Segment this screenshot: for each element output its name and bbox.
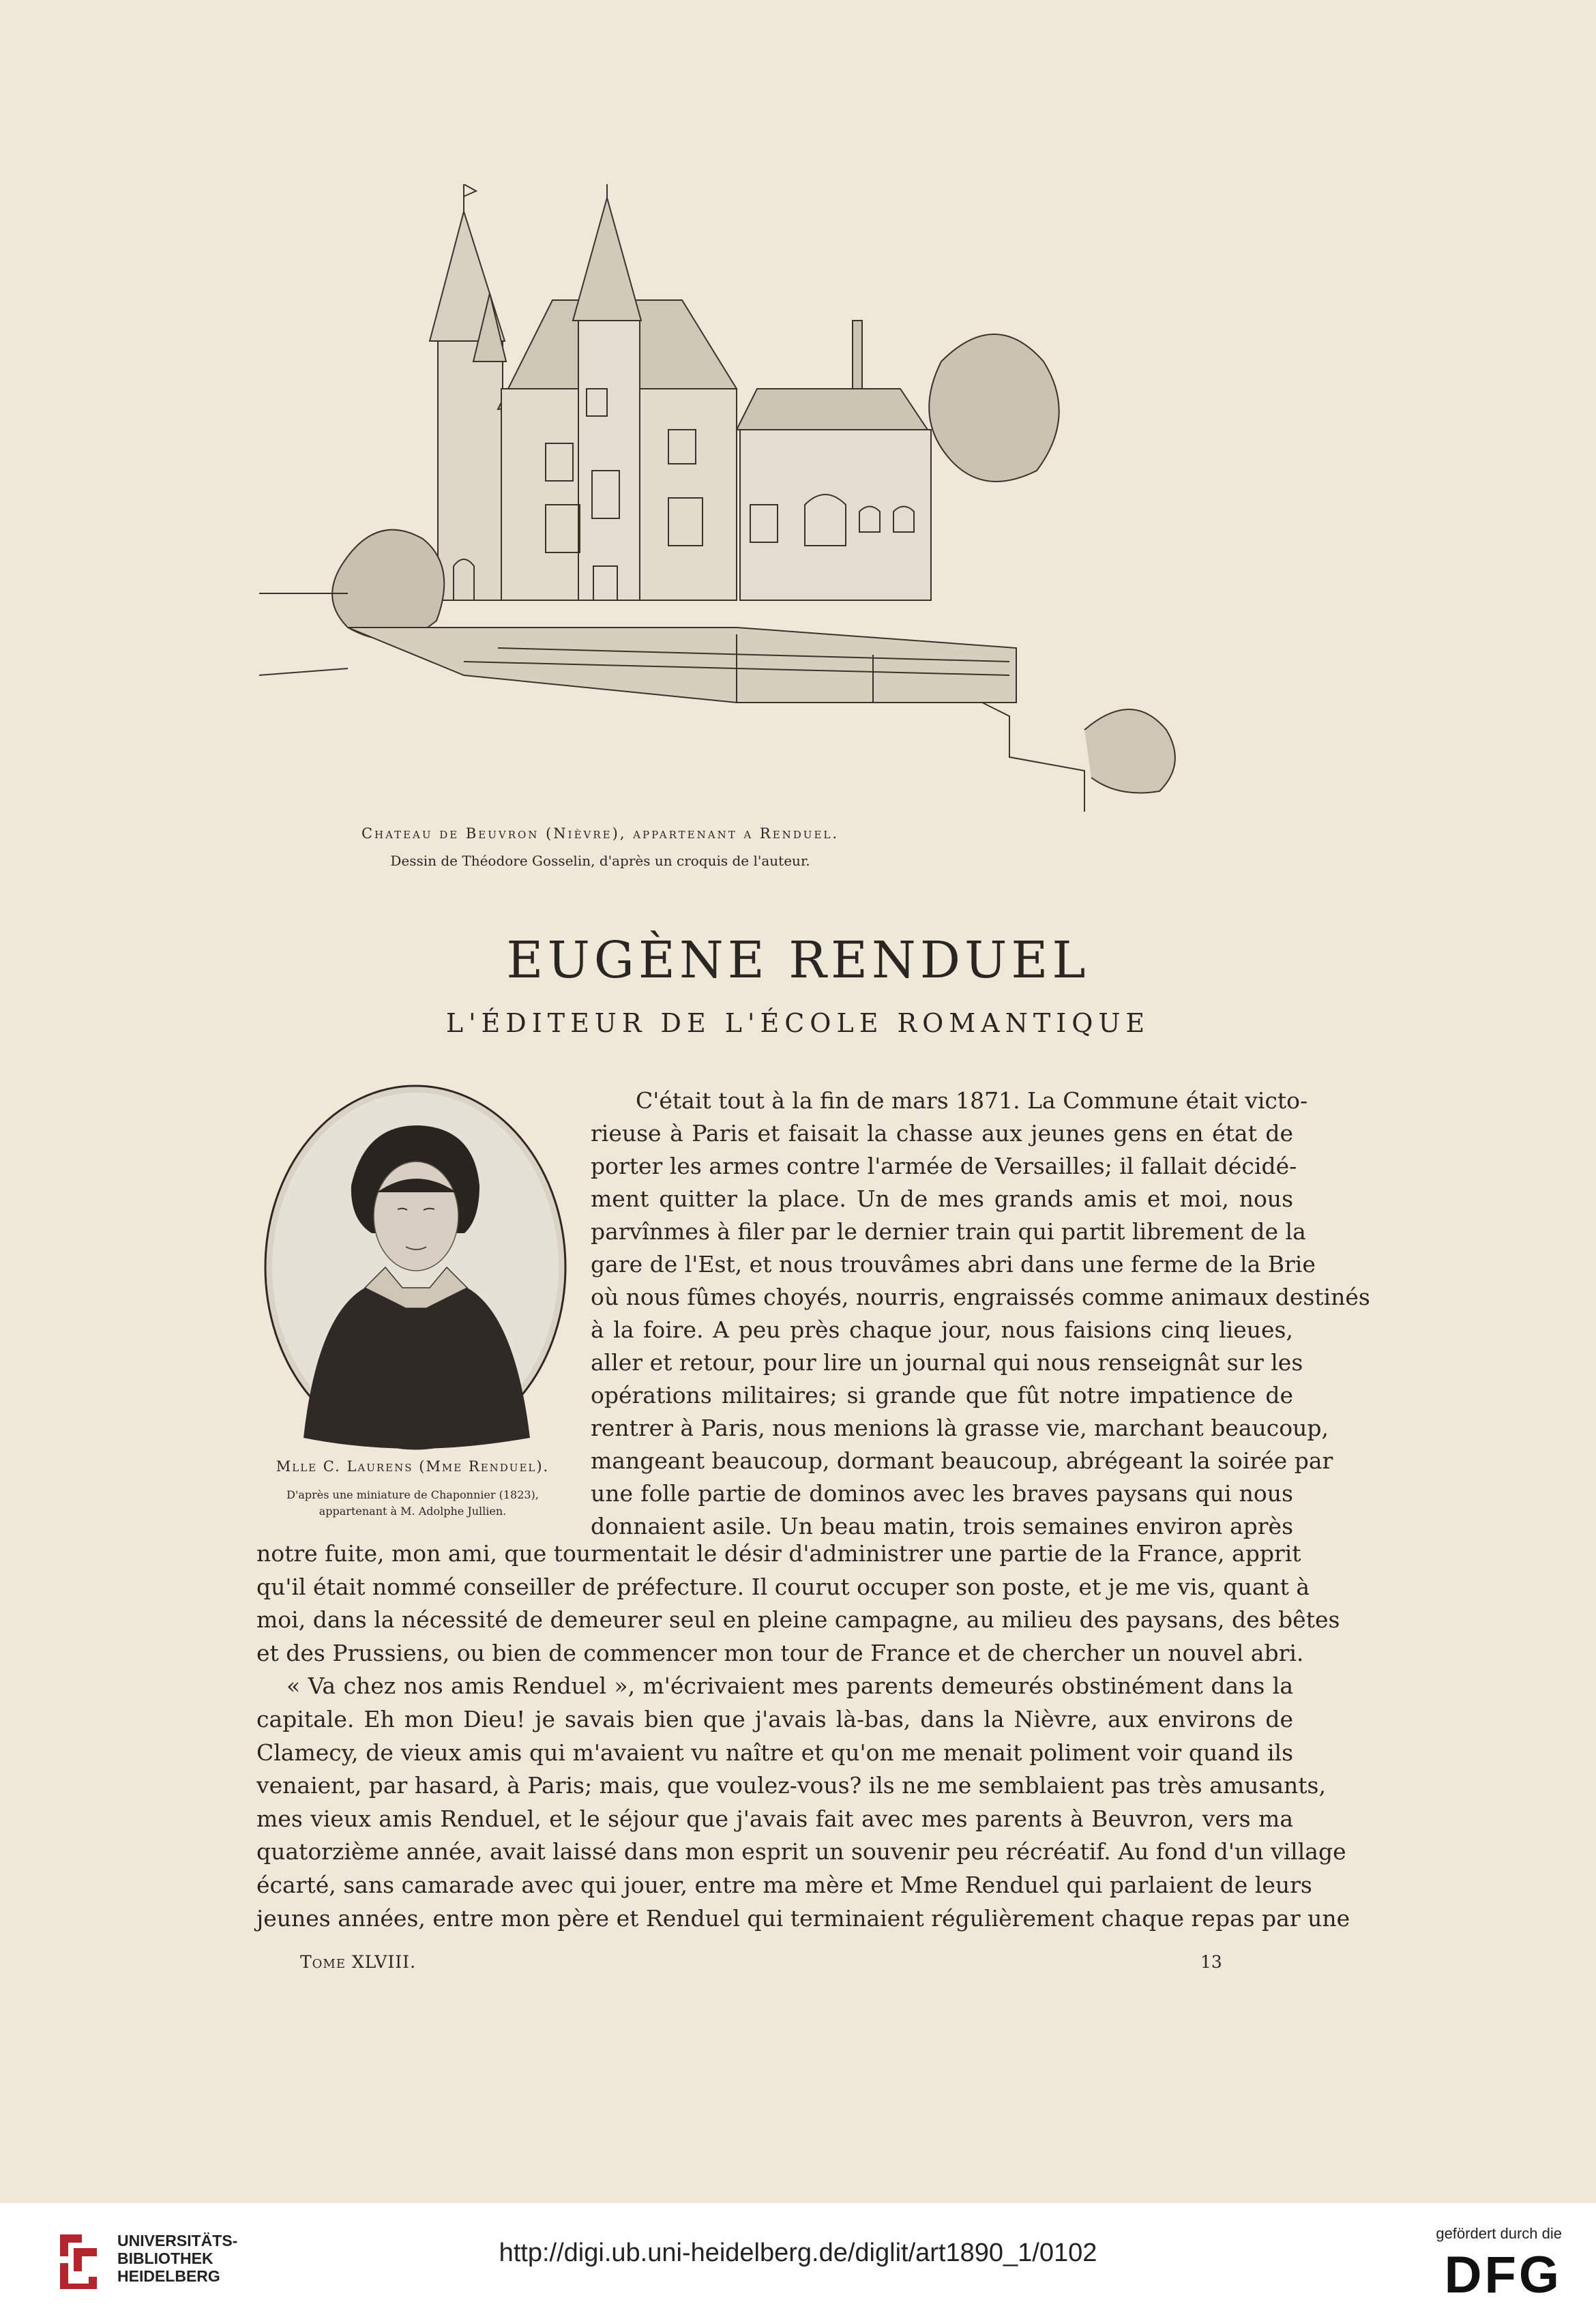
text-line: mangeant beaucoup, dormant beaucoup, abrégeant la soirée par xyxy=(591,1447,1333,1474)
text-line: C'était tout à la fin de mars 1871. La Commune était victo- xyxy=(636,1087,1308,1114)
text-line: moi, dans la nécessité de demeurer seul en pleine campagne, au milieu des paysans, des bêtes xyxy=(256,1606,1340,1634)
article-subtitle: L'ÉDITEUR DE L'ÉCOLE ROMANTIQUE xyxy=(445,1008,1151,1038)
text-line: à la foire. A peu près chaque jour, nous faisions cinq lieues, xyxy=(591,1316,1293,1343)
text-line: parvînmes à filer par le dernier train qui partit librement de la xyxy=(591,1218,1306,1245)
text-line: rentrer à Paris, nous menions là grasse vie, marchant beaucoup, xyxy=(591,1415,1329,1441)
library-name-line: BIBLIOTHEK xyxy=(117,2249,213,2267)
text-line: qu'il était nommé conseiller de préfecture. Il courut occuper son poste, et je me vis, quant à xyxy=(256,1573,1310,1600)
portrait-miniature xyxy=(263,1083,568,1451)
text-line: rieuse à Paris et faisait la chasse aux jeunes gens en état de xyxy=(591,1120,1293,1147)
funding-note: gefördert durch die xyxy=(1436,2225,1562,2242)
text-line: jeunes années, entre mon père et Renduel qui terminaient régulièrement chaque repas par une xyxy=(256,1904,1350,1932)
library-name-line: UNIVERSITÄTS- xyxy=(117,2232,238,2249)
source-url-link[interactable]: http://digi.ub.uni-heidelberg.de/diglit/art1890_1/0102 xyxy=(499,2239,1097,2267)
page-number: 13 xyxy=(1200,1952,1222,1972)
text-line: donnaient asile. Un beau matin, trois semaines environ après xyxy=(591,1513,1293,1539)
portrait-caption-credit xyxy=(246,1487,580,1520)
text-line: notre fuite, mon ami, que tourmentait le désir d'administrer une partie de la France, apprit xyxy=(256,1540,1301,1567)
text-line: écarté, sans camarade avec qui jouer, entre ma mère et Mme Renduel qui parlaient de leurs xyxy=(256,1871,1312,1898)
text-line: quatorzième année, avait laissé dans mon esprit un souvenir peu récréatif. Au fond d'un village xyxy=(256,1838,1346,1865)
text-line: et des Prussiens, ou bien de commencer mon tour de France et de chercher un nouvel abri. xyxy=(256,1639,1304,1666)
portrait-caption-line: appartenant à M. Adolphe Jullien. xyxy=(319,1505,507,1518)
library-name-line: HEIDELBERG xyxy=(117,2267,220,2285)
text-line: Clamecy, de vieux amis qui m'avaient vu naître et qu'on me menait poliment voir quand ils xyxy=(256,1739,1293,1766)
portrait-caption-name: Mlle C. Laurens (Mme Renduel). xyxy=(276,1458,550,1475)
text-line: capitale. Eh mon Dieu! je savais bien que j'avais là-bas, dans la Nièvre, aux environs de xyxy=(256,1705,1293,1732)
illustration-caption-credit: Dessin de Théodore Gosselin, d'après un croquis de l'auteur. xyxy=(390,853,810,869)
body-column-text xyxy=(591,1084,1370,1543)
text-line: porter les armes contre l'armée de Versailles; il fallait décidé- xyxy=(591,1153,1297,1179)
text-line: ment quitter la place. Un de mes grands amis et moi, nous xyxy=(591,1185,1293,1212)
text-line: où nous fûmes choyés, nourris, engraissés comme animaux destinés xyxy=(591,1284,1370,1310)
text-line: venaient, par hasard, à Paris; mais, que voulez-vous? ils ne me semblaient pas très amusants, xyxy=(256,1772,1326,1799)
castle-engraving xyxy=(259,184,1282,900)
portrait-caption-line: D'après une miniature de Chaponnier (1823), xyxy=(286,1488,539,1501)
text-line: gare de l'Est, et nous trouvâmes abri dans une ferme de la Brie xyxy=(591,1251,1316,1278)
article-title: EUGÈNE RENDUEL xyxy=(506,931,1090,990)
body-full-text xyxy=(256,1537,1350,1935)
dfg-logo: DFG xyxy=(1444,2246,1562,2304)
text-line: « Va chez nos amis Renduel », m'écrivaient mes parents demeurés obstinément dans la xyxy=(286,1672,1293,1700)
volume-label: Tome XLVIII. xyxy=(300,1952,417,1972)
text-line: opérations militaires; si grande que fût notre impatience de xyxy=(591,1382,1293,1408)
text-line: mes vieux amis Renduel, et le séjour que j'avais fait avec mes parents à Beuvron, vers ma xyxy=(256,1805,1293,1832)
illustration-caption-title: Chateau de Beuvron (Nièvre), appartenant a Renduel. xyxy=(361,825,840,842)
text-line: aller et retour, pour lire un journal qui nous renseignât sur les xyxy=(591,1349,1303,1376)
text-line: une folle partie de dominos avec les braves paysans qui nous xyxy=(591,1480,1293,1507)
